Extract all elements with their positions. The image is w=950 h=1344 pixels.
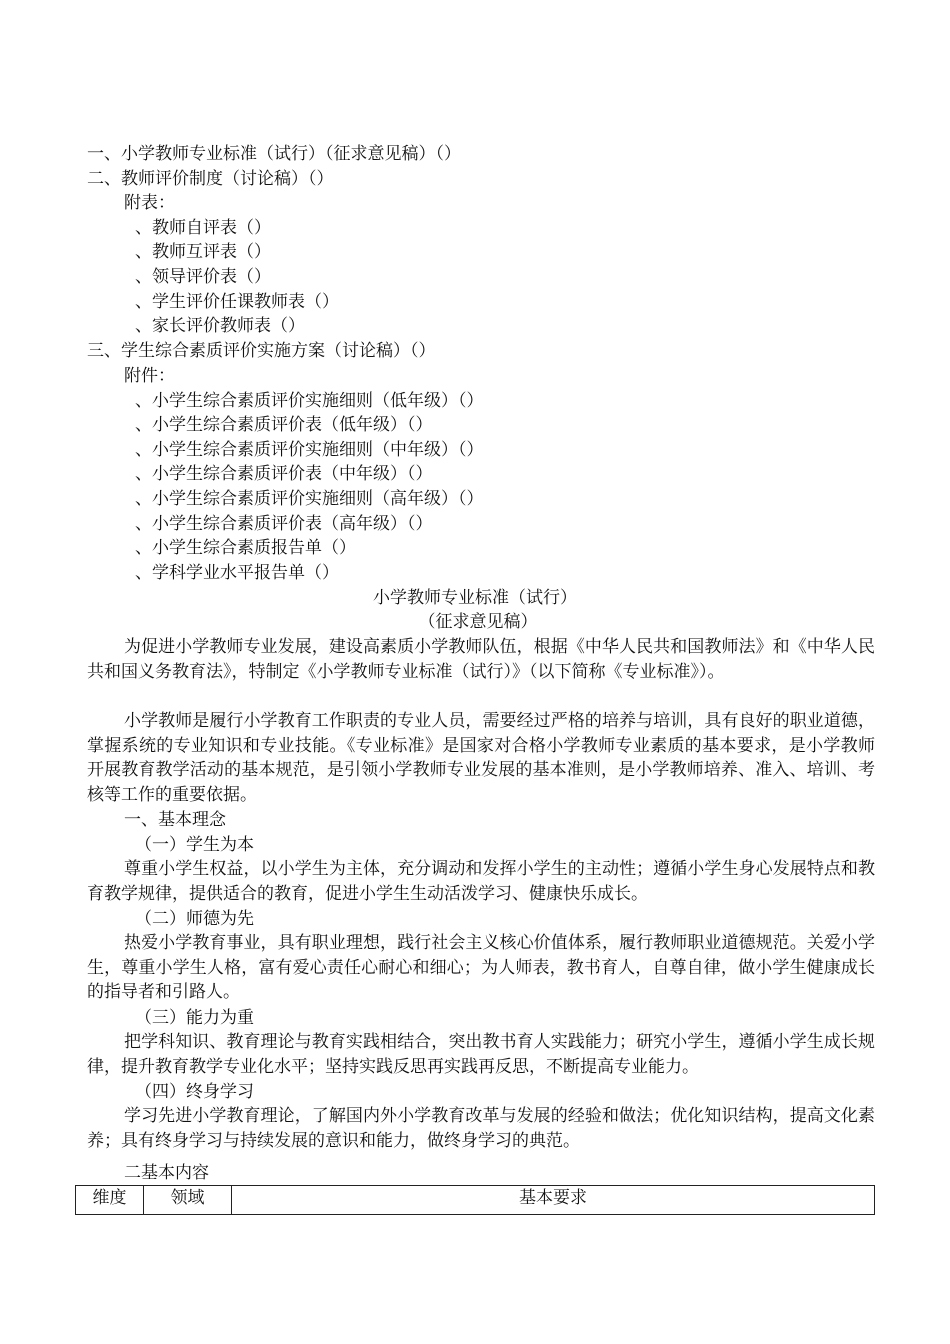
toc-item-3: 三、学生综合素质评价实施方案（讨论稿）（） (87, 341, 436, 361)
attachment-item: 、小学生综合素质评价实施细则（低年级）（） (135, 391, 484, 411)
table-header-row (76, 1186, 875, 1215)
subsection-heading: （二）师德为先 (135, 909, 254, 929)
attachment-item: 、小学生综合素质评价表（中年级）（） (135, 464, 433, 484)
intro-paragraph: 为促进小学教师专业发展，建设高素质小学教师队伍，根据《中华人民共和国教师法》和《中华人民共和国义务教育法》，特制定《小学教师专业标准（试行）》（以下简称《专业标准》）。 (87, 637, 875, 682)
subsection-text: 把学科知识、教育理论与教育实践相结合，突出教书育人实践能力；研究小学生，遵循小学生成长规律，提升教育教学专业化水平；坚持实践反思再实践再反思，不断提高专业能力。 (87, 1032, 875, 1077)
subsection-heading: （三）能力为重 (135, 1008, 254, 1028)
attachment-item: 、小学生综合素质评价表（低年级）（） (135, 415, 433, 435)
table-header-cell: 维度 (76, 1186, 144, 1215)
subsection-heading: （四）终身学习 (135, 1082, 254, 1102)
attachment-item: 、小学生综合素质评价表（高年级）（） (135, 514, 433, 534)
subsection-text: 热爱小学教育事业，具有职业理想，践行社会主义核心价值体系，履行教师职业道德规范。关爱小学生，尊重小学生人格，富有爱心责任心耐心和细心；为人师表，教书育人，自尊自律，做小学生健康成长的指导者和引路人。 (87, 933, 875, 1003)
table-header-cell: 领域 (144, 1186, 232, 1215)
section-heading: 一、基本理念 (124, 810, 226, 830)
appendix-item: 、学生评价任课教师表（） (135, 292, 339, 312)
appendix-label: 附表： (124, 193, 175, 213)
subsection-heading: （一）学生为本 (135, 835, 254, 855)
toc-item-1: 一、小学教师专业标准（试行）（征求意见稿）（） (87, 144, 461, 164)
subsection-text: 学习先进小学教育理论，了解国内外小学教育改革与发展的经验和做法；优化知识结构，提高文化素养；具有终身学习与持续发展的意识和能力，做终身学习的典范。 (87, 1106, 875, 1151)
appendix-item: 、家长评价教师表（） (135, 316, 305, 336)
table-header-cell: 基本要求 (232, 1186, 875, 1215)
subsection-text: 尊重小学生权益，以小学生为主体，充分调动和发挥小学生的主动性；遵循小学生身心发展特点和教育教学规律，提供适合的教育，促进小学生生动活泼学习、健康快乐成长。 (87, 859, 875, 904)
section-heading: 二基本内容 (124, 1163, 209, 1183)
attachment-label: 附件： (124, 366, 175, 386)
attachment-item: 、小学生综合素质评价实施细则（高年级）（） (135, 489, 484, 509)
intro-paragraph: 小学教师是履行小学教育工作职责的专业人员，需要经过严格的培养与培训，具有良好的职业道德，掌握系统的专业知识和专业技能。《专业标准》是国家对合格小学教师专业素质的基本要求，是小学教师开展教育教学活动的基本规范，是引领小学教师专业发展的基本准则，是小学教师培养、准入、培训、考核等工作的重要依据。 (87, 711, 875, 806)
attachment-item: 、学科学业水平报告单（） (135, 563, 339, 583)
doc-title: 小学教师专业标准（试行） (373, 588, 577, 608)
doc-subtitle: （征求意见稿） (418, 612, 538, 632)
toc-item-2: 二、教师评价制度（讨论稿）（） (87, 169, 334, 189)
appendix-item: 、领导评价表（） (135, 267, 271, 287)
appendix-item: 、教师互评表（） (135, 242, 271, 262)
attachment-item: 、小学生综合素质报告单（） (135, 538, 356, 558)
requirements-table (75, 1185, 875, 1215)
appendix-item: 、教师自评表（） (135, 218, 271, 238)
attachment-item: 、小学生综合素质评价实施细则（中年级）（） (135, 440, 484, 460)
